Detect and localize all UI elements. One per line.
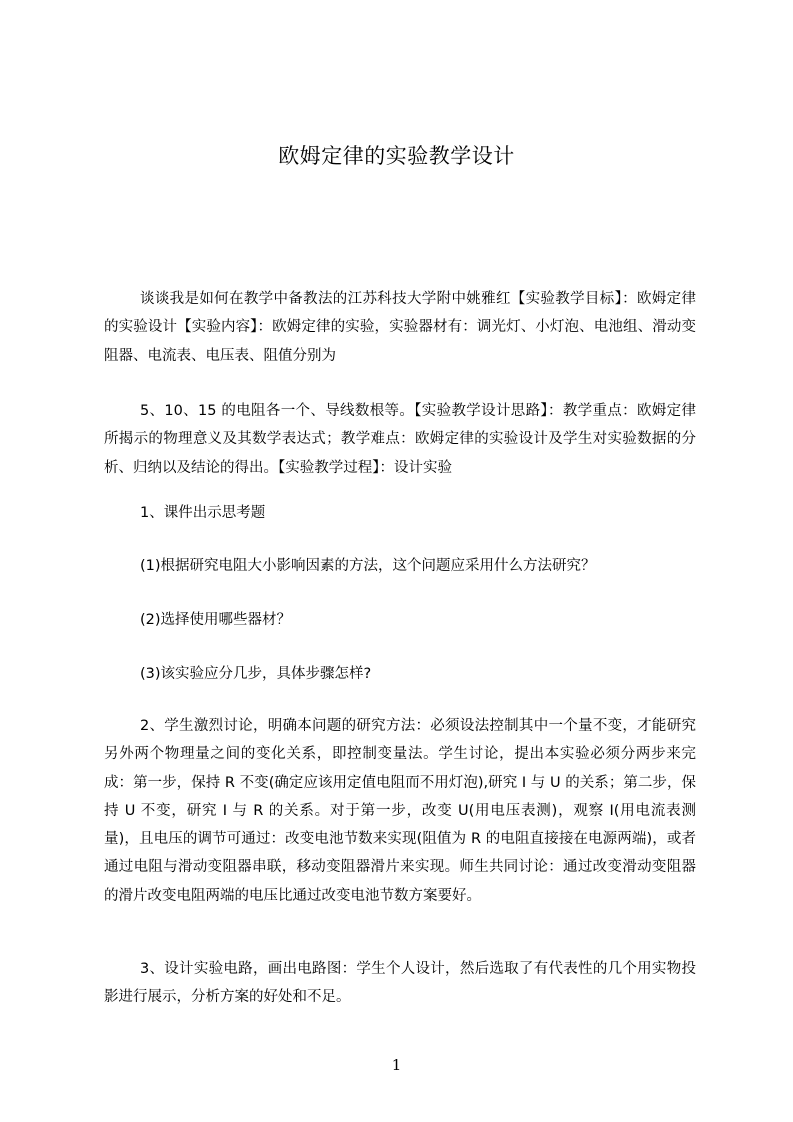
paragraph-design-ideas: 5、10、15 的电阻各一个、导线数根等。【实验教学设计思路】：教学重点：欧姆定律所揭示的物理意义及其数学表达式；教学难点：欧姆定律的实验设计及学生对实验数据的分析、归纳以及结论的得出。【实验教学过程】：设计实验 [104,403,696,476]
document-title: 欧姆定律的实验教学设计 [278,144,515,168]
paragraph-question-1: (1)根据研究电阻大小影响因素的方法，这个问题应采用什么方法研究？ [140,558,596,574]
page-number: 1 [391,1056,402,1074]
paragraph-question-3: (3)该实验应分几步，具体步骤怎样? [140,666,372,682]
paragraph-step-3: 3、设计实验电路，画出电路图：学生个人设计，然后选取了有代表性的几个用实物投影进行展示，分析方案的好处和不足。 [104,961,696,1006]
paragraph-question-2: (2)选择使用哪些器材？ [140,612,292,628]
paragraph-step-2: 2、学生激烈讨论，明确本问题的研究方法：必须设法控制其中一个量不变，才能研究另外两个物理量之间的变化关系，即控制变量法。学生讨论，提出本实验必须分两步来完成：第一步，保持 R 不变(确定应该用定值电阻而不用灯泡),研究 I 与 U 的关系；第二步，保持 U 不变，研究 I 与 R 的关系。对于第一步，改变 U(用电压表测)，观察 I(用电流表测量)，且电压的调节可通过：改变电池节数来实现(阻值为 R 的电阻直接接在电源两端)，或者通过电阻与滑动变阻器串联，移动变阻器滑片来实现。师生共同讨论：通过改变滑动变阻器的滑片改变电阻两端的电压比通过改变电池节数方案要好。 [104,718,696,904]
paragraph-step-1: 1、课件出示思考题 [140,505,266,521]
paragraph-intro: 谈谈我是如何在教学中备教法的江苏科技大学附中姚雅红【实验教学目标】：欧姆定律的实验设计【实验内容】：欧姆定律的实验，实验器材有：调光灯、小灯泡、电池组、滑动变阻器、电流表、电压表、阻值分别为 [104,291,696,364]
